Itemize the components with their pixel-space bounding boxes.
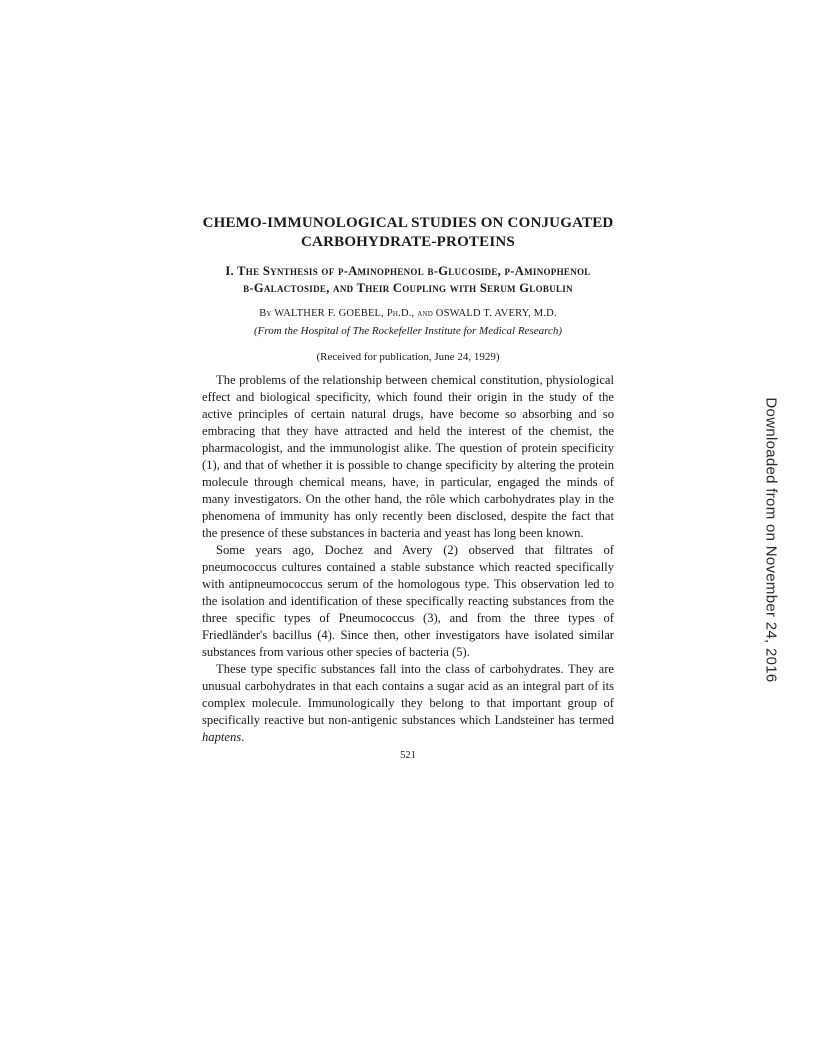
haptens-term: haptens: [202, 730, 242, 744]
paragraph-3-text: These type specific substances fall into the class of carbohydrates. They are unusual carbohydrates in that each contains a sugar acid as an integral part of its complex molecule. Immunologically they belong to that important group of specifically reactive but non-antigenic substances which Landsteiner has termed: [202, 662, 614, 727]
title-line-1: CHEMO-IMMUNOLOGICAL STUDIES ON CONJUGATED: [202, 215, 614, 231]
page-number: 521: [400, 750, 416, 761]
affiliation: (From the Hospital of The Rockefeller Institute for Medical Research): [253, 325, 563, 337]
article-page: [202, 214, 614, 763]
article-subtitle: [202, 263, 614, 297]
download-watermark: Downloaded from on November 24, 2016: [762, 397, 780, 683]
paragraph-3-end: .: [241, 730, 245, 744]
author-line: By WALTHER F. GOEBEL, Ph.D., and OSWALD T. AVERY, M.D.: [259, 308, 557, 319]
received-date: (Received for publication, June 24, 1929): [316, 351, 500, 363]
title-line-2: CARBOHYDRATE-PROTEINS: [301, 234, 515, 250]
subtitle-line-2: β-Galactoside, and Their Coupling with Serum Globulin: [243, 281, 573, 295]
article-body: [202, 372, 614, 746]
paragraph-1: The problems of the relationship between chemical constitution, physiological effect and biological specificity, which found their origin in the study of the active principles of certain natural drugs, have become so absorbing and so embracing that they have attracted and held the interest of the chemist, the pharmacologist, and the immunologist alike. The question of protein specificity (1), and that of whether it is possible to change specificity by altering the protein molecule through chemical means, have, in particular, engaged the minds of many investigators. On the other hand, the rôle which carbohydrates play in the phenomena of immunity has only recently been disclosed, despite the fact that the presence of these substances in bacteria and yeast has long been known.: [202, 373, 614, 540]
subtitle-line-1: I. The Synthesis of p-Aminophenol β-Glucoside, p-Aminophenol: [225, 264, 591, 278]
article-title: [202, 214, 614, 252]
paragraph-3: [202, 661, 614, 746]
paragraph-2: Some years ago, Dochez and Avery (2) observed that filtrates of pneumococcus cultures contained a stable substance which reacted specifically with antipneumococcus serum of the homologous type. This observation led to the isolation and identification of these specifically reacting substances from the three specific types of Pneumococcus (3), and from the three types of Friedländer's bacillus (4). Since then, other investigators have isolated similar substances from various other species of bacteria (5).: [202, 543, 614, 659]
